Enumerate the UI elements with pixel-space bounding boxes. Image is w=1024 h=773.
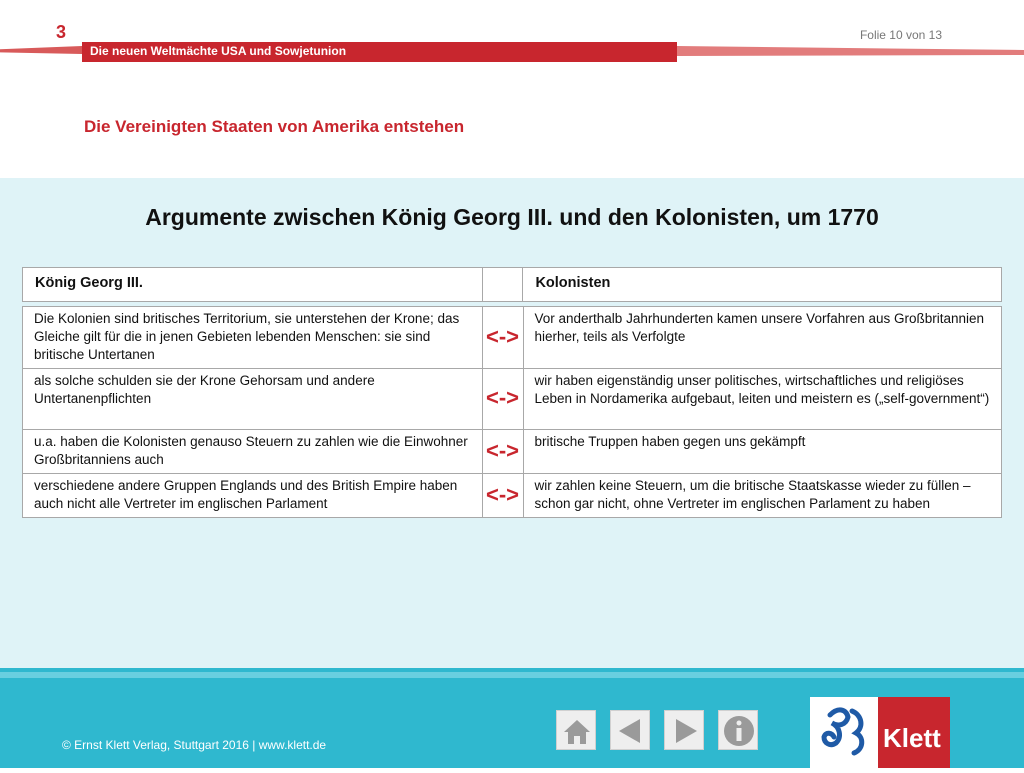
slide-counter: Folie 10 von 13 — [859, 28, 942, 42]
section-subtitle: Die Vereinigten Staaten von Amerika entstehen — [84, 117, 465, 136]
table-row — [23, 430, 1002, 474]
arrow-cell — [482, 474, 523, 518]
column-header-spacer — [482, 268, 523, 302]
previous-icon — [611, 711, 651, 751]
klett-flower-icon — [810, 697, 878, 768]
colonist-argument: wir haben eigenständig unser politisches, wirtschaftliches und religiöses Leben in Nordamerika aufgebaut, leiten und meistern es („self-government“) — [523, 369, 1002, 430]
slide-header — [0, 0, 1024, 178]
previous-slide-button[interactable] — [610, 710, 650, 750]
content-area — [0, 178, 1024, 668]
king-argument: Die Kolonien sind britisches Territorium, sie unterstehen der Krone; das Gleiche gilt für die in jenen Gebieten lebenden Menschen: sie sind britische Untertanen — [23, 307, 483, 369]
page-title: Argumente zwischen König Georg III. und den Kolonisten, um 1770 — [145, 204, 879, 230]
colonist-argument: wir zahlen keine Steuern, um die britische Staatskasse wieder zu füllen – schon gar nicht, ohne Vertreter im englischen Parlament zu haben — [523, 474, 1002, 518]
home-button[interactable] — [556, 710, 596, 750]
next-slide-button[interactable] — [664, 710, 704, 750]
double-arrow-icon: <-> — [486, 437, 520, 463]
arrow-cell — [482, 369, 523, 430]
next-icon — [665, 711, 705, 751]
colonist-argument: britische Truppen haben gegen uns gekämpft — [523, 430, 1002, 474]
footer-divider — [0, 672, 1024, 678]
arguments-table — [22, 306, 1002, 518]
table-row — [23, 369, 1002, 430]
info-button[interactable] — [718, 710, 758, 750]
arrow-cell — [482, 430, 523, 474]
copyright-notice: © Ernst Klett Verlag, Stuttgart 2016 | www.klett.de — [62, 738, 327, 752]
king-argument: u.a. haben die Kolonisten genauso Steuern zu zahlen wie die Einwohner Großbritanniens auch — [23, 430, 483, 474]
king-argument: verschiedene andere Gruppen Englands und des British Empire haben auch nicht alle Vertreter im englischen Parlament — [23, 474, 483, 518]
king-argument: als solche schulden sie der Krone Gehorsam und andere Untertanenpflichten — [23, 369, 483, 430]
table-row — [23, 307, 1002, 369]
table-row — [23, 474, 1002, 518]
column-header-colonists: Kolonisten — [523, 268, 1002, 302]
double-arrow-icon: <-> — [486, 481, 520, 507]
chapter-number: 3 — [56, 22, 67, 42]
arrow-cell — [482, 307, 523, 369]
chapter-title: Die neuen Weltmächte USA und Sowjetunion — [90, 44, 347, 58]
info-icon — [719, 711, 759, 751]
column-header-king: König Georg III. — [23, 268, 483, 302]
table-header — [22, 267, 1002, 302]
colonist-argument: Vor anderthalb Jahrhunderten kamen unsere Vorfahren aus Großbritannien hierher, teils als Verfolgte — [523, 307, 1002, 369]
double-arrow-icon: <-> — [486, 385, 520, 410]
home-icon — [557, 711, 597, 751]
double-arrow-icon: <-> — [486, 323, 520, 349]
klett-logo-text: Klett — [883, 723, 941, 753]
